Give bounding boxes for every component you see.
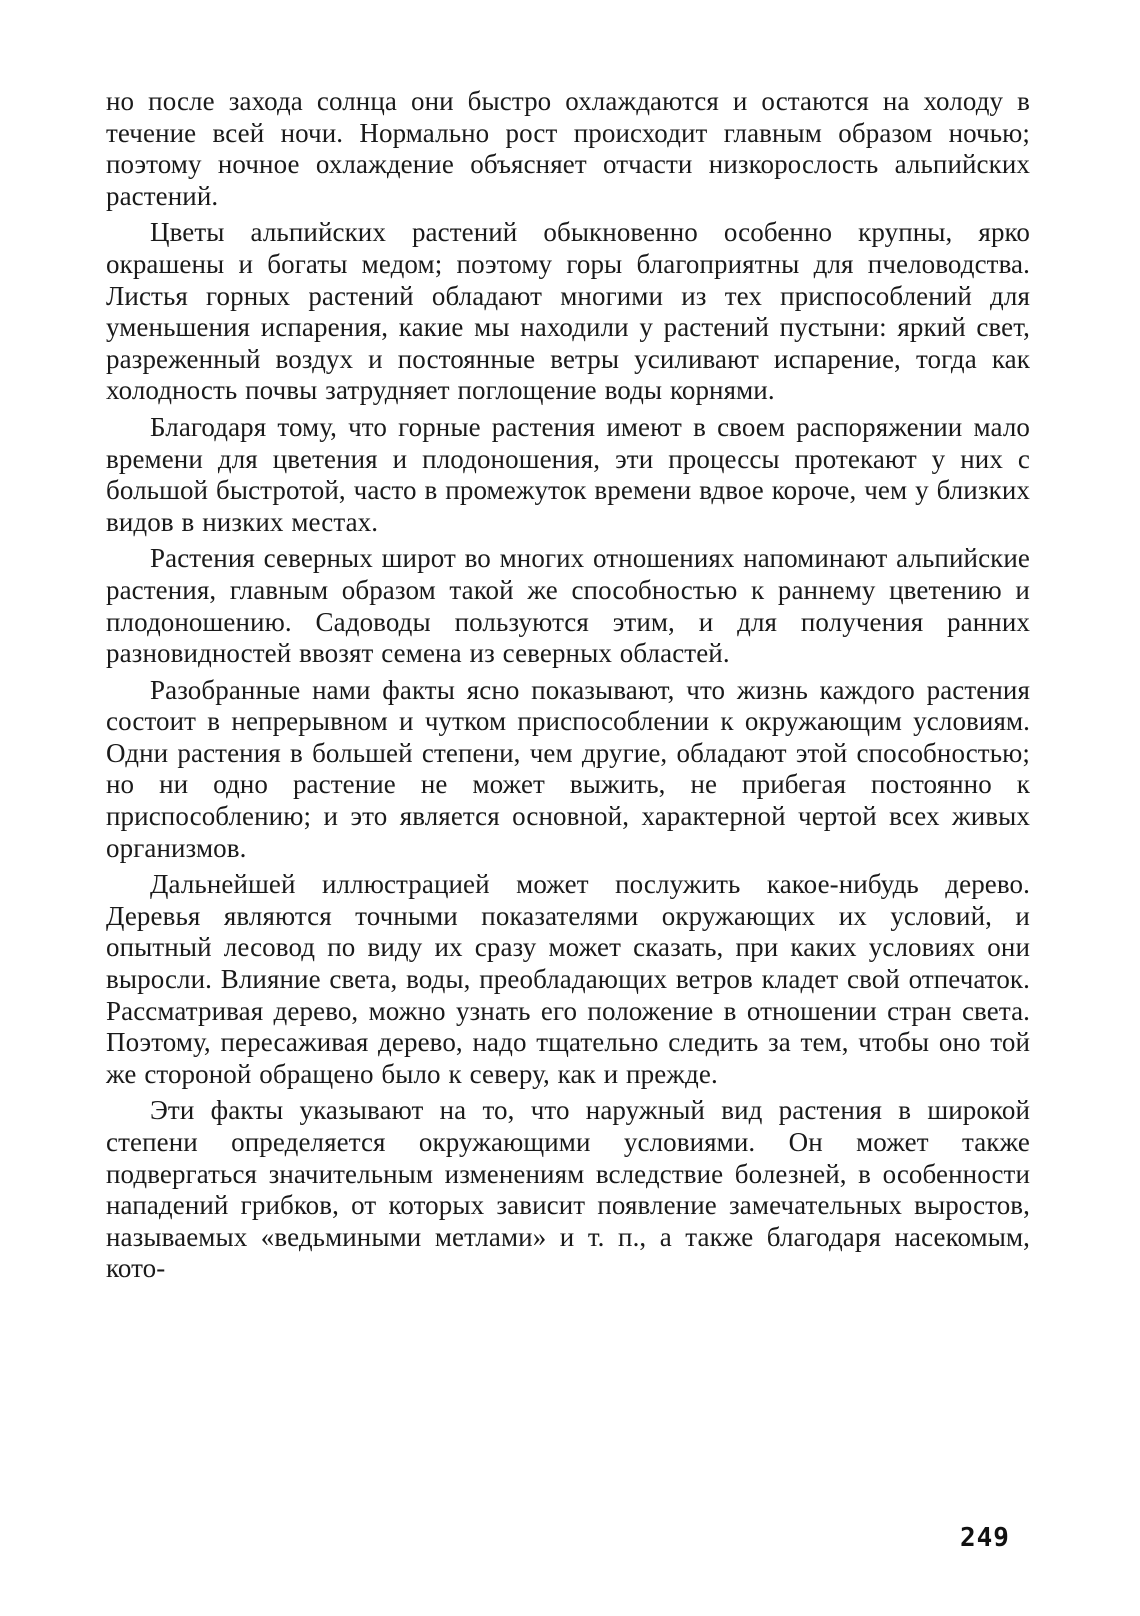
paragraph-7: Эти факты указывают на то, что наружный вид растения в широкой степени определяется окружающими условиями. Он может также подвергаться значительным изменениям вследствие болезней, в особенности нападений грибков, от которых зависит появление замечательных выростов, называемых «ведьмиными метлами» и т. п., а также благодаря насекомым, кото- <box>106 1095 1030 1284</box>
paragraph-6: Дальнейшей иллюстрацией может послужить какое-нибудь дерево. Деревья являются точными показателями окружающих их условий, и опытный лесовод по виду их сразу может сказать, при каких условиях они выросли. Влияние света, воды, преобладающих ветров кладет свой отпечаток. Рассматривая дерево, можно узнать его положение в отношении стран света. Поэтому, пересаживая дерево, надо тщательно следить за тем, чтобы оно той же стороной обращено было к северу, как и прежде. <box>106 869 1030 1089</box>
paragraph-5: Разобранные нами факты ясно показывают, что жизнь каждого растения состоит в непрерывном и чутком приспособлении к окружающим условиям. Одни растения в большей степени, чем другие, обладают этой способностью; но ни одно растение не может выжить, не прибегая постоянно к приспособлению; и это является основной, характерной чертой всех живых организмов. <box>106 674 1030 863</box>
paragraph-4: Растения северных широт во многих отношениях напоминают альпийские растения, главным образом такой же способностью к раннему цветению и плодоношению. Садоводы пользуются этим, и для получения ранних разновидностей ввозят семена из северных областей. <box>106 543 1030 669</box>
page-number: 249 <box>960 1523 1010 1553</box>
paragraph-3: Благодаря тому, что горные растения имеют в своем распоряжении мало времени для цветения и плодоношения, эти процессы протекают у них с большой быстротой, часто в промежуток времени вдвое короче, чем у близких видов в низких местах. <box>106 411 1030 537</box>
paragraph-1: но после захода солнца они быстро охлаждаются и остаются на холоду в течение всей ночи. Нормально рост происходит главным образом ночью; поэтому ночное охлаждение объясняет отчасти низкорослость альпийских растений. <box>106 86 1030 211</box>
body-text <box>106 86 1030 1285</box>
paragraph-2: Цветы альпийских растений обыкновенно особенно крупны, ярко окрашены и богаты медом; поэтому горы благоприятны для пчеловодства. Листья горных растений обладают многими из тех приспособлений для уменьшения испарения, какие мы находили у растений пустыни: яркий свет, разреженный воздух и постоянные ветры усиливают испарение, тогда как холодность почвы затрудняет поглощение воды корнями. <box>106 217 1030 406</box>
